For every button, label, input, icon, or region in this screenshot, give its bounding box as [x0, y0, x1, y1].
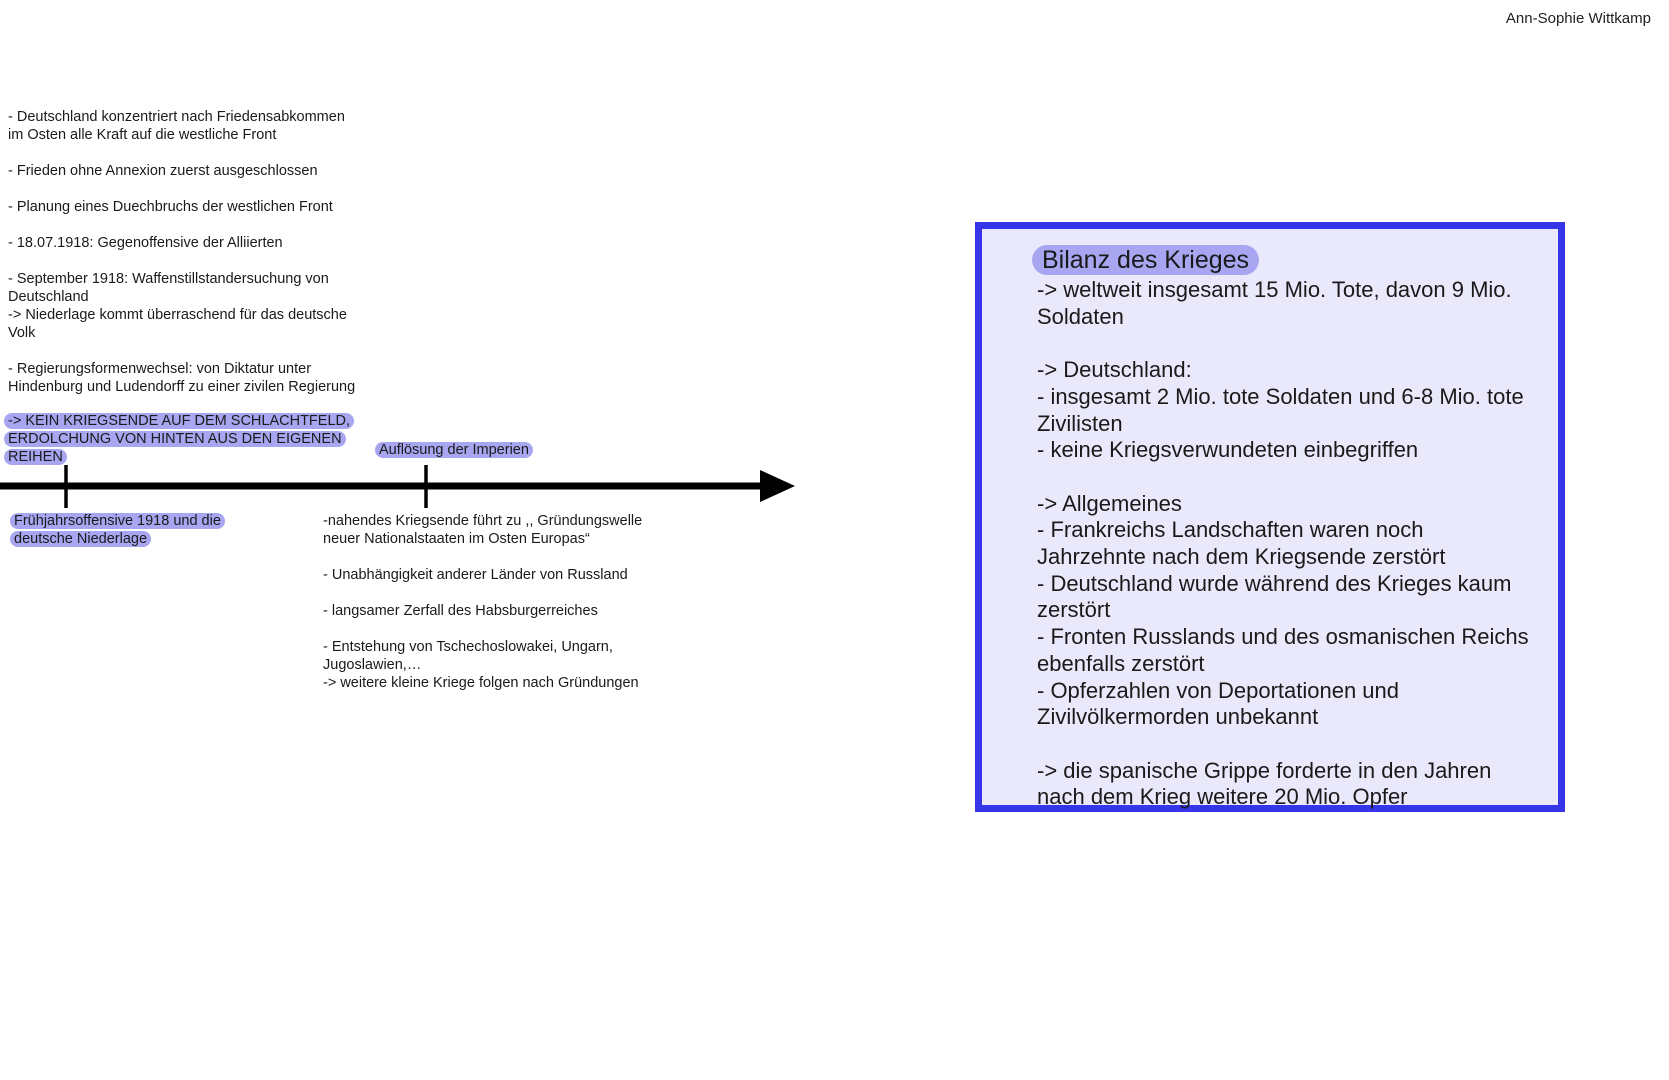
text-line: neuer Nationalstaaten im Osten Europas“ — [323, 531, 590, 547]
text-line: - Unabhängigkeit anderer Länder von Russland — [323, 567, 628, 583]
bilanz-line: Zivilisten — [1037, 410, 1123, 436]
text-line: - September 1918: Waffenstillstandersuchung von — [8, 271, 329, 287]
timeline — [0, 460, 800, 510]
text-line: - Frieden ohne Annexion zuerst ausgeschlossen — [8, 163, 318, 179]
bilanz-line: - Deutschland wurde während des Krieges kaum — [1037, 570, 1512, 596]
bilanz-body — [1037, 277, 1557, 811]
text-line: REIHEN — [4, 449, 67, 465]
timeline-callout-imperien — [375, 441, 533, 459]
text-line: -> Niederlage kommt überraschend für das deutsche — [8, 307, 347, 323]
text-line: ERDOLCHUNG VON HINTEN AUS DEN EIGENEN — [4, 431, 346, 447]
bilanz-line: - insgesamt 2 Mio. tote Soldaten und 6-8 Mio. tote — [1037, 383, 1524, 409]
text-line: deutsche Niederlage — [10, 531, 151, 547]
note-item — [8, 270, 388, 342]
note-item — [8, 162, 388, 180]
bilanz-line: Jahrzehnte nach dem Kriegsende zerstört — [1037, 544, 1446, 569]
text-line: - Regierungsformenwechsel: von Diktatur unter — [8, 361, 312, 377]
text-line: Volk — [8, 325, 36, 341]
text-line: Jugoslawien,… — [323, 657, 422, 673]
bilanz-spacer — [1037, 330, 1557, 357]
bilanz-line: nach dem Krieg weitere 20 Mio. Opfer — [1037, 784, 1408, 810]
note-item — [323, 638, 683, 692]
bilanz-line: - keine Kriegsverwundeten einbegriffen — [1037, 437, 1419, 463]
text-line: Deutschland — [8, 289, 89, 305]
bilanz-line: Soldaten — [1037, 303, 1124, 329]
bilanz-line: -> Deutschland: — [1037, 357, 1192, 383]
timeline-callout-fruehjahrsoffensive — [10, 512, 250, 548]
imperien-notes — [323, 512, 683, 710]
bilanz-line: Zivilvölkermorden unbekannt — [1037, 704, 1319, 730]
note-item — [8, 234, 388, 252]
author-name: Ann-Sophie Wittkamp — [1505, 10, 1651, 27]
timeline-arrowhead — [760, 470, 795, 502]
bilanz-title: Bilanz des Krieges — [1032, 245, 1259, 275]
timeline-callout-dolchstoss — [4, 412, 364, 466]
bilanz-line: zerstört — [1037, 597, 1111, 623]
note-item — [8, 198, 388, 216]
text-line: -nahendes Kriegsende führt zu ,, Gründungswelle — [323, 513, 643, 529]
bilanz-spacer — [1037, 731, 1557, 758]
bilanz-line: - Fronten Russlands und des osmanischen Reichs — [1037, 624, 1529, 650]
note-item — [323, 566, 683, 584]
text-line: - langsamer Zerfall des Habsburgerreiches — [323, 603, 598, 619]
note-item — [323, 512, 683, 548]
text-line: - Deutschland konzentriert nach Friedensabkommen — [8, 109, 345, 125]
text-line: Hindenburg und Ludendorff zu einer zivilen Regierung — [8, 379, 356, 395]
text-line: Frühjahrsoffensive 1918 und die — [10, 513, 225, 529]
bilanz-line: - Opferzahlen von Deportationen und — [1037, 677, 1400, 703]
text-line: im Osten alle Kraft auf die westliche Front — [8, 127, 277, 143]
text-line: - 18.07.1918: Gegenoffensive der Alliierten — [8, 235, 283, 251]
note-item — [8, 108, 388, 144]
bilanz-line: -> die spanische Grippe forderte in den Jahren — [1037, 757, 1492, 783]
text-line: -> weitere kleine Kriege folgen nach Gründungen — [323, 675, 639, 691]
bilanz-line: ebenfalls zerstört — [1037, 650, 1205, 676]
text-line: - Planung eines Duechbruchs der westlichen Front — [8, 199, 333, 215]
text-line: -> KEIN KRIEGSENDE AUF DEM SCHLACHTFELD, — [4, 413, 354, 429]
note-item — [323, 602, 683, 620]
left-notes — [8, 108, 388, 414]
bilanz-line: - Frankreichs Landschaften waren noch — [1037, 517, 1424, 543]
bilanz-line: -> Allgemeines — [1037, 490, 1182, 516]
note-item — [8, 360, 388, 396]
bilanz-spacer — [1037, 464, 1557, 491]
bilanz-box — [975, 222, 1565, 812]
text-line: - Entstehung von Tschechoslowakei, Ungarn, — [323, 639, 613, 655]
text-line: Auflösung der Imperien — [375, 442, 533, 458]
bilanz-line: -> weltweit insgesamt 15 Mio. Tote, davon 9 Mio. — [1037, 277, 1512, 302]
